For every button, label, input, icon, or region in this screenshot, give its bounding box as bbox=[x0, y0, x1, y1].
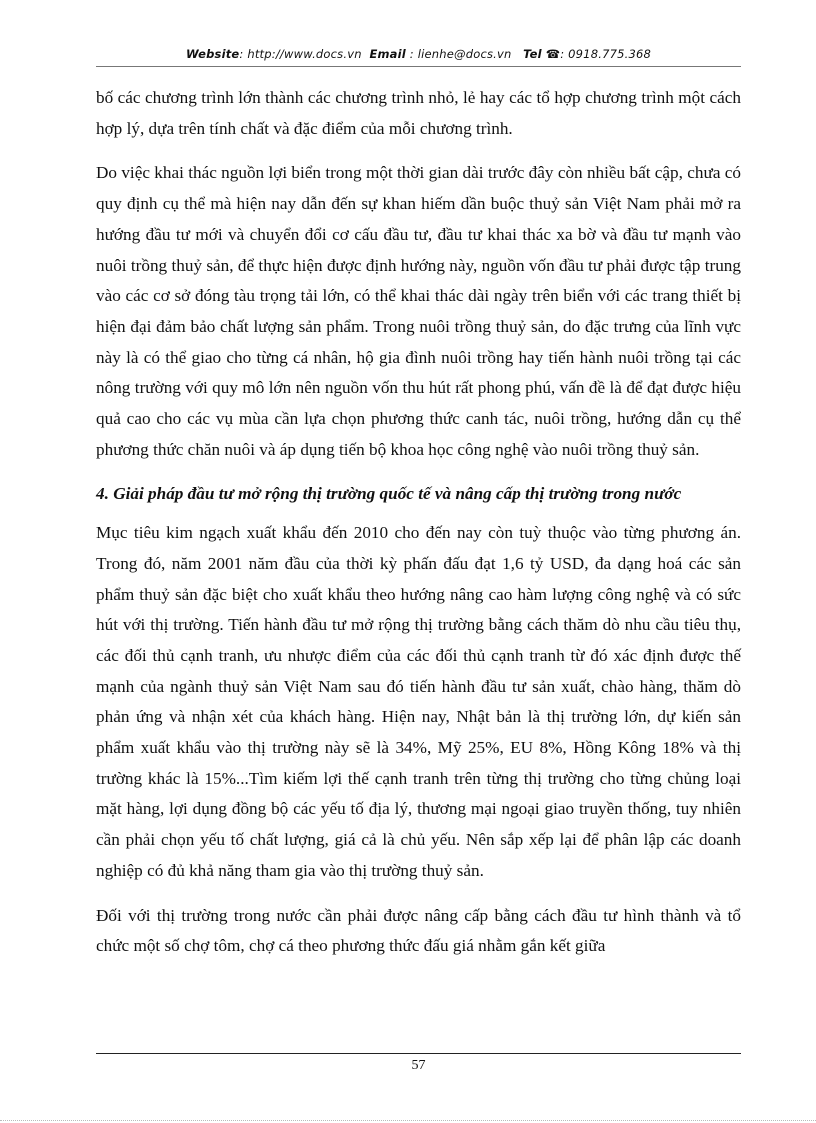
document-body bbox=[96, 83, 741, 976]
paragraph-4: Đối với thị trường trong nước cần phải được nâng cấp bằng cách đầu tư hình thành và tổ chức một số chợ tôm, chợ cá theo phương thức đấu giá nhằm gắn kết giữa bbox=[96, 905, 741, 956]
website-url[interactable]: : http://www.docs.vn bbox=[239, 47, 362, 61]
email-label: Email bbox=[369, 47, 406, 61]
tel-number: : 0918.775.368 bbox=[560, 47, 652, 61]
footer-divider bbox=[96, 1053, 741, 1054]
paragraph-1: bố các chương trình lớn thành các chương trình nhỏ, lẻ hay các tổ hợp chương trình một cách hợp lý, dựa trên tính chất và đặc điểm của mỗi chương trình. bbox=[96, 88, 741, 138]
section-heading: 4. Giải pháp đầu tư mở rộng thị trường quốc tế và nâng cấp thị trường trong nước bbox=[96, 484, 682, 504]
paragraph-2: Do việc khai thác nguồn lợi biển trong một thời gian dài trước đây còn nhiều bất cập, chưa có quy định cụ thể mà hiện nay dẫn đến sự khan hiếm dần buộc thuỷ sản Việt Nam phải mở ra hướng đầu tư mới và chuyển đổi cơ cấu đầu tư, đầu tư khai thác xa bờ và đầu tư mạnh vào nuôi trồng thuỷ sản, để thực hiện được định hướng này, nguồn vốn đầu tư phải được tập trung vào các cơ sở đóng tàu trọng tải lớn, có thể khai thác dài ngày trên biển với các trang thiết bị hiện đại đảm bảo chất lượng sản phẩm. Trong nuôi trồng thuỷ sản, do đặc trưng của lĩnh vực này là có thể giao cho từng cá nhân, hộ gia đình nuôi trồng hay tiến hành nuôi trồng tại các nông trường với quy mô lớn nên nguồn vốn thu hút rất phong phú, vấn đề là để đạt được hiệu quả cao cho các vụ mùa cần lựa chọn phương thức canh tác, nuôi trồng, hướng dẫn cụ thể phương thức chăn nuôi và áp dụng tiến bộ khoa học công nghệ vào nuôi trồng thuỷ sản. bbox=[96, 163, 741, 459]
tel-label: Tel bbox=[523, 47, 542, 61]
page-number: 57 bbox=[411, 1058, 426, 1073]
phone-icon: ☎ bbox=[545, 47, 561, 61]
paragraph-3: Mục tiêu kim ngạch xuất khẩu đến 2010 cho đến nay còn tuỳ thuộc vào từng phương án. Trong đó, năm 2001 năm đầu của thời kỳ phấn đấu đạt 1,6 tỷ USD, đa dạng hoá các sản phẩm thuỷ sản đặc biệt cho xuất khẩu theo hướng nâng cao hàm lượng công nghệ và có sức hút với thị trường. Tiến hành đầu tư mở rộng thị trường bằng cách thăm dò nhu cầu tiêu thụ, các đối thủ cạnh tranh, ưu nhược điểm của các đối thủ cạnh tranh từ đó xác định được thế mạnh của ngành thuỷ sản Việt Nam sau đó tiến hành đầu tư sản xuất, chào hàng, thăm dò phản ứng và nhận xét của khách hàng. Hiện nay, Nhật bản là thị trường lớn, dự kiến sản phẩm xuất khẩu vào thị trường này sẽ là 34%, Mỹ 25%, EU 8%, Hồng Kông 18% và thị trường khác là 15%...Tìm kiếm lợi thế cạnh tranh trên từng thị trường cho từng chủng loại mặt hàng, lợi dụng đồng bộ các yếu tố địa lý, thương mại ngoại giao truyền thống, tuy nhiên cần phải chọn yếu tố chất lượng, giá cả là chủ yếu. Nên sắp xếp lại để phân lập các doanh nghiệp có đủ khả năng tham gia vào thị trường thuỷ sản. bbox=[96, 523, 741, 880]
email-address[interactable]: : lienhe@docs.vn bbox=[405, 47, 512, 61]
header-divider bbox=[96, 66, 741, 67]
page-header bbox=[96, 47, 741, 61]
page-edge-divider bbox=[0, 1120, 816, 1121]
website-label: Website bbox=[185, 47, 240, 61]
